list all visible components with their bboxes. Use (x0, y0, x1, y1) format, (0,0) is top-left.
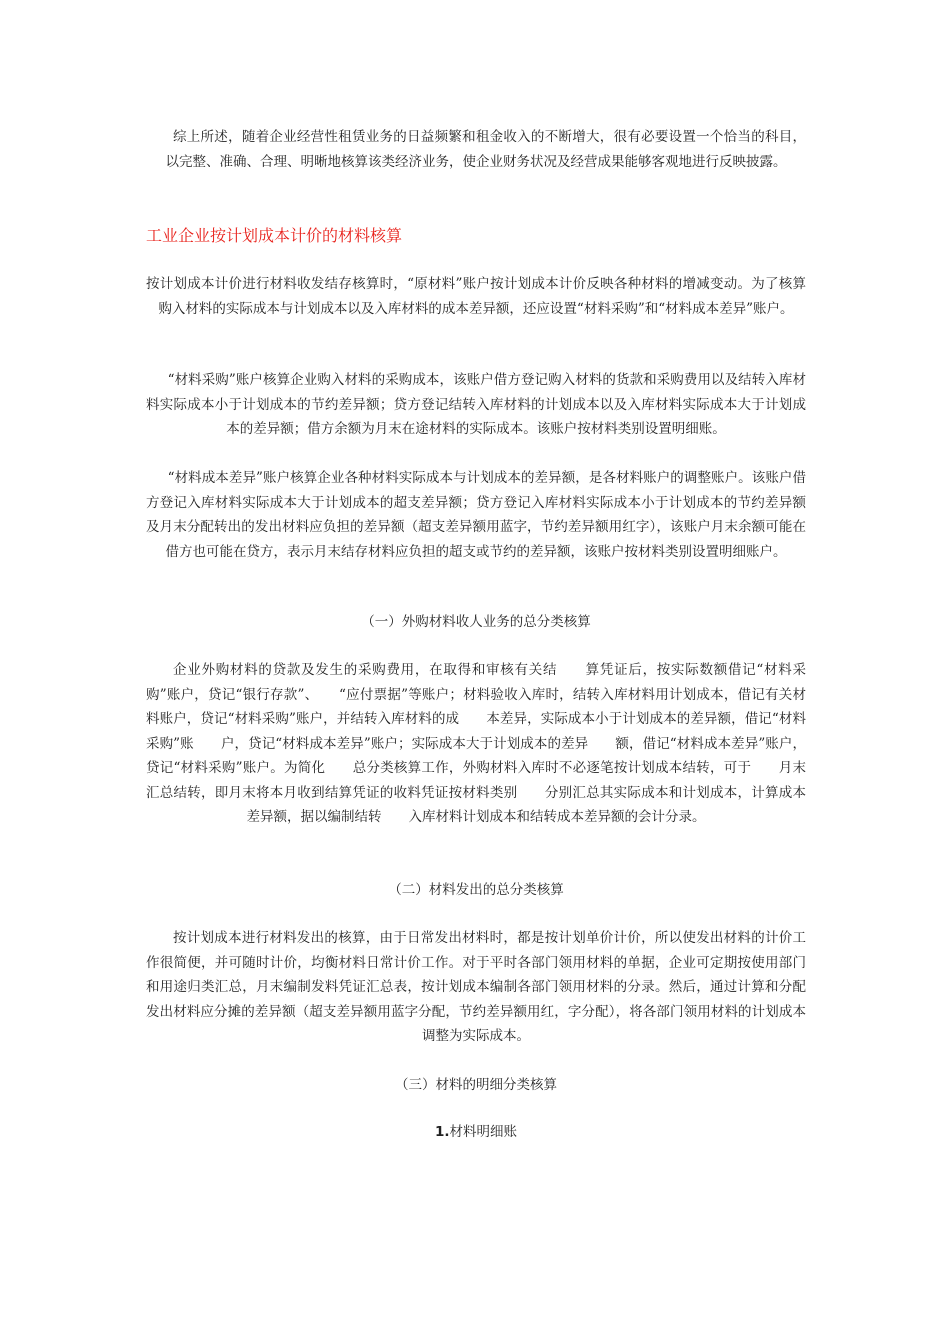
p3-block (146, 466, 806, 564)
sub3-block (146, 1073, 806, 1098)
subheading-2: （二）材料发出的总分类核算 (388, 882, 564, 898)
p5-block (146, 926, 806, 1049)
section-title: 工业企业按计划成本计价的材料核算 (146, 226, 403, 245)
p2-block (146, 368, 806, 442)
subheading-4 (146, 1120, 806, 1145)
paragraph-4: 企业外购材料的贷款及发生的采购费用，在取得和审核有关结 算凭证后，按实际数额借记“材料采购”账户，贷记“银行存款”、 “应付票据”等账户；材料验收入库时，结转入库材料用计划成本，借记有关材料账户，贷记“材料采购”账户，并结转入库材料的成 本差异，实际成本小于计划成本的差异额，借记“材料采购”账 户，贷记“材料成本差异”账户；实际成本大于计划成本的差异 额，借记“材料成本差异”账户，贷记“材料采购”账户。为简化 总分类核算工作，外购材料入库时不必逐笔按计划成本结转，可于 月末汇总结转，即月末将本月收到结算凭证的收料凭证按材料类别 分别汇总其实际成本和计划成本，计算成本差异额，据以编制结转 入库材料计划成本和结转成本差异额的会计分录。 (146, 662, 806, 825)
section-heading-block (146, 224, 806, 248)
subheading-4-number: 1. (434, 1124, 450, 1140)
paragraph-2: “材料采购”账户核算企业购入材料的采购成本，该账户借方登记购入材料的货款和采购费用以及结转入库材料实际成本小于计划成本的节约差异额；贷方登记结转入库材料的计划成本以及入库材料实际成本大于计划成本的差异额；借方余额为月末在途材料的实际成本。该账户按材料类别设置明细账。 (146, 372, 806, 437)
subheading-4-text: 材料明细账 (449, 1124, 518, 1140)
p4-block (146, 658, 806, 830)
sub4-block (146, 1120, 806, 1145)
p1-block (146, 272, 806, 321)
paragraph-5: 按计划成本进行材料发出的核算，由于日常发出材料时，都是按计划单价计价，所以使发出材料的计价工作很简便，并可随时计价，均衡材料日常计价工作。对于平时各部门领用材料的单据，企业可定期按使用部门和用途归类汇总，月末编制发料凭证汇总表，按计划成本编制各部门领用材料的分录。然后，通过计算和分配发出材料应分摊的差异额（超支差异额用蓝字分配，节约差异额用红，字分配），将各部门领用材料的计划成本调整为实际成本。 (146, 930, 806, 1044)
sub2-block (146, 878, 806, 903)
paragraph-1: 按计划成本计价进行材料收发结存核算时，“原材料”账户按计划成本计价反映各种材料的增减变动。为了核算购入材料的实际成本与计划成本以及入库材料的成本差异额，还应设置“材料采购”和“材料成本差异”账户。 (146, 276, 806, 317)
paragraph-3: “材料成本差异”账户核算企业各种材料实际成本与计划成本的差异额，是各材料账户的调整账户。该账户借方登记入库材料实际成本大于计划成本的超支差异额；贷方登记入库材料实际成本小于计划成本的节约差异额及月末分配转出的发出材料应负担的差异额（超支差异额用蓝字，节约差异额用红字），该账户月末余额可能在借方也可能在贷方，表示月末结存材料应负担的超支或节约的差异额，该账户按材料类别设置明细账户。 (146, 470, 806, 560)
subheading-1: （一）外购材料收人业务的总分类核算 (361, 614, 591, 630)
sub1-block (146, 610, 806, 635)
intro-paragraph: 综上所述，随着企业经营性租赁业务的日益频繁和租金收入的不断增大，很有必要设置一个恰当的科目，以完整、准确、合理、明晰地核算该类经济业务，使企业财务状况及经营成果能够客观地进行反映披露。 (165, 129, 806, 170)
intro-block (146, 125, 806, 174)
subheading-3: （三）材料的明细分类核算 (395, 1077, 557, 1093)
